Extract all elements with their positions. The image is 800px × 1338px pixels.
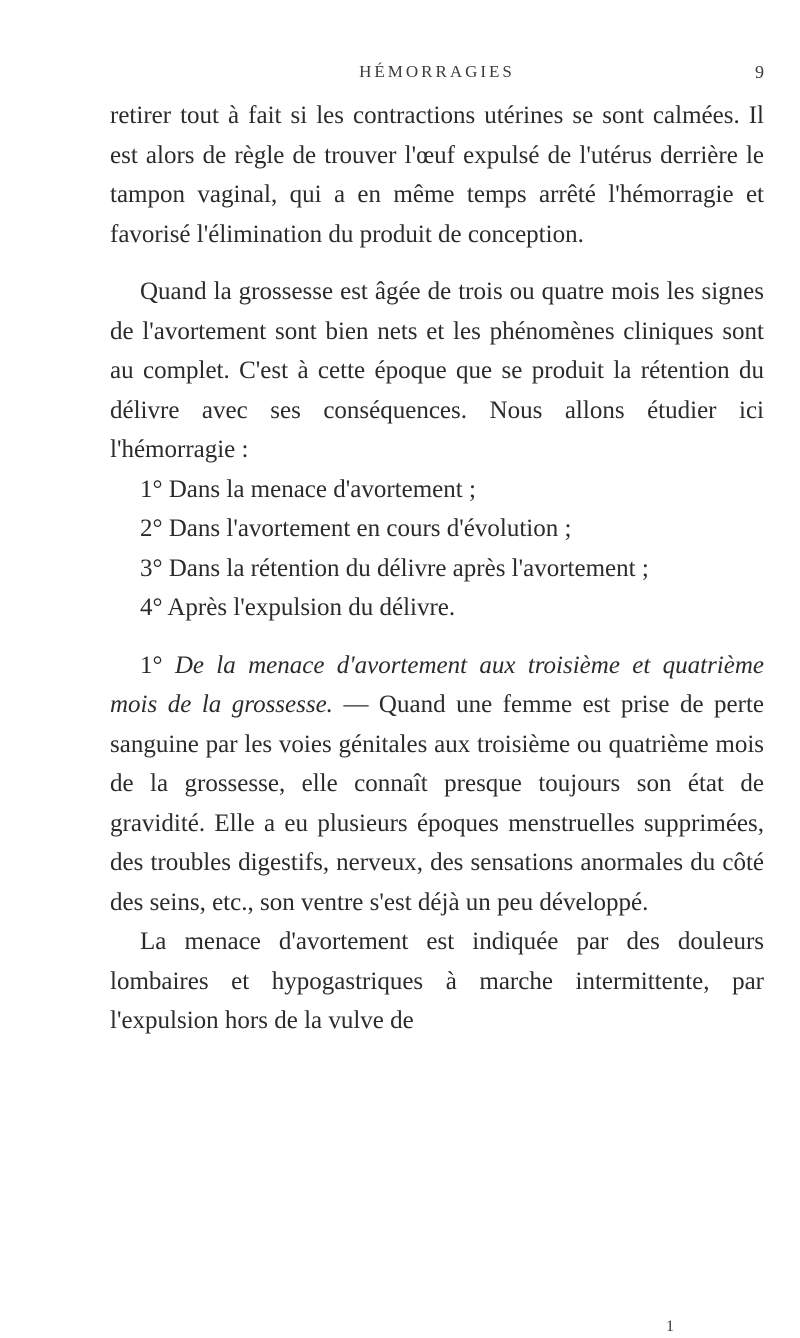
section-number: 1°: [140, 651, 163, 679]
list-item: 2° Dans l'avortement en cours d'évolution ;: [140, 515, 572, 542]
paragraph-menace: La menace d'avortement est indiquée par des douleurs lombaires et hypogastriques à marche intermittente, par l'expulsion hors de la vulve de: [110, 928, 764, 1034]
list-item: 1° Dans la menace d'avortement ;: [140, 475, 476, 503]
page-number: 9: [755, 62, 764, 82]
running-title: HÉMORRAGIES: [359, 62, 515, 81]
signature-mark: 1: [666, 1318, 674, 1335]
list-item: 4° Après l'expulsion du délivre.: [140, 594, 456, 621]
paragraph-intro: Quand la grossesse est âgée de trois ou quatre mois les signes de l'avortement sont bien nets et les phénomènes cliniques sont au complet. C'est à cette époque que se produit la rétention du délivre avec ses conséquences. Nous allons étudier ici l'hémorragie :: [110, 278, 764, 463]
body-text: [110, 96, 764, 1041]
enumerated-list: [110, 470, 764, 628]
list-item: 3° Dans la rétention du délivre après l'avortement ;: [140, 554, 649, 582]
paragraph-continuation: retirer tout à fait si les contractions utérines se sont calmées. Il est alors de règle de trouver l'œuf expulsé de l'utérus derrière le tampon vaginal, qui a en même temps arrêté l'hémorragie et favorisé l'élimination du produit de conception.: [110, 102, 764, 248]
section-body: — Quand une femme est prise de perte sanguine par les voies génitales aux troisième ou quatrième mois de la grossesse, elle connaît presque toujours son état de gravidité. Elle a eu plusieurs époques menstruelles supprimées, des troubles digestifs, nerveux, des sensations anormales du côté des seins, etc., son ventre s'est déjà un peu développé.: [110, 691, 765, 916]
section-paragraph: [110, 646, 764, 923]
section-title: De la menace d'avortement aux troisième et quatrième mois de la grossesse.: [110, 651, 764, 718]
running-head: [110, 62, 764, 90]
